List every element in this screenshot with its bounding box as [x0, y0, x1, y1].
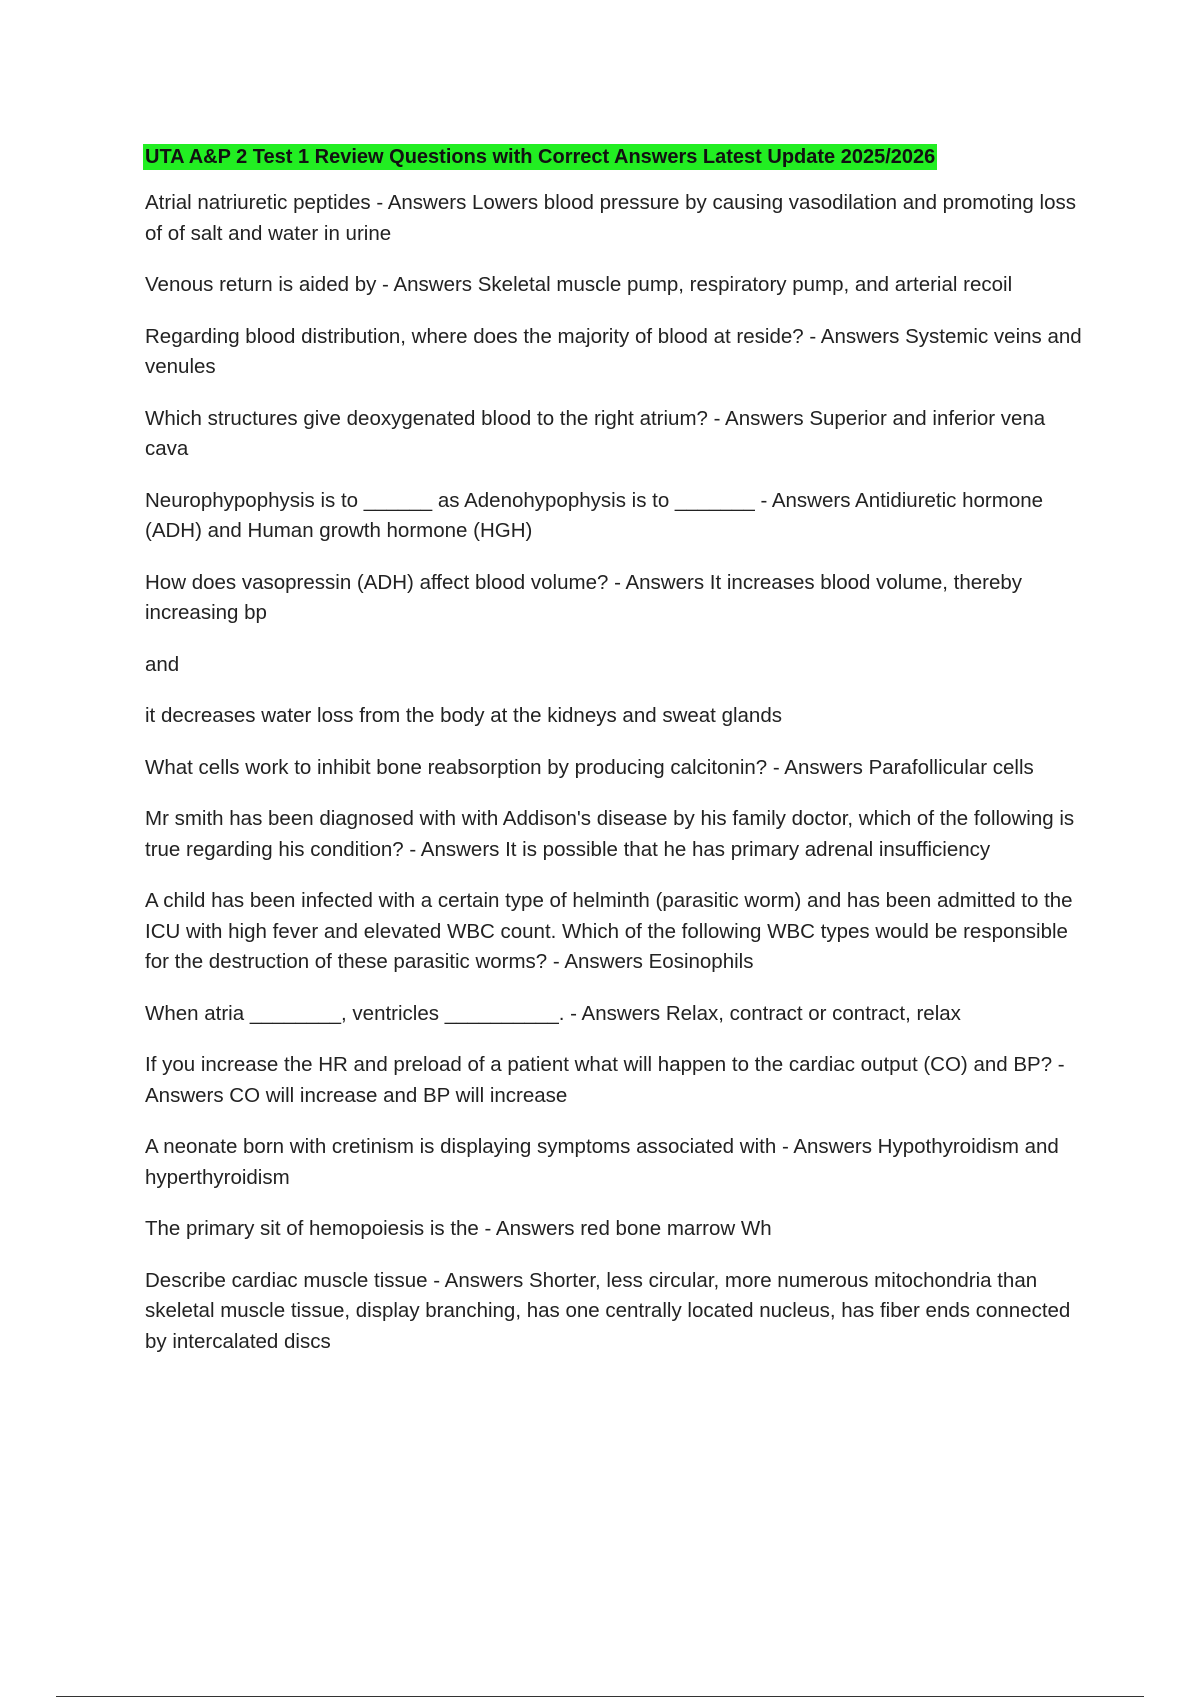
document-page — [145, 144, 1090, 1378]
footer-rule — [56, 1696, 1144, 1697]
qa-question: How does vasopressin (ADH) affect blood volume? - — [145, 571, 625, 594]
qa-answer: Answers red bone marrow Wh — [495, 1217, 772, 1240]
qa-question: If you increase the HR and preload of a patient what will happen to the cardiac output (CO) and BP? - — [145, 1053, 1065, 1076]
qa-entry — [145, 188, 1090, 249]
qa-question: Mr smith has been diagnosed with with Addison's disease by his family doctor, which of the following is true regarding his condition? - — [145, 807, 1074, 861]
qa-question: A neonate born with cretinism is displaying symptoms associated with - — [145, 1135, 793, 1158]
qa-answer: Answers Systemic veins and venules — [145, 324, 1082, 378]
qa-answer: Answers It increases blood volume, thereby increasing bp — [145, 570, 1022, 624]
qa-entry — [145, 404, 1090, 465]
qa-entry — [145, 1132, 1090, 1193]
qa-entry — [145, 486, 1090, 547]
qa-entry — [145, 753, 1090, 784]
qa-question: What cells work to inhibit bone reabsorption by producing calcitonin? - — [145, 756, 784, 779]
qa-question: Neurophypophysis is to ______ as Adenohypophysis is to _______ - — [145, 489, 772, 512]
plain-line: and — [145, 652, 180, 676]
qa-question: The primary sit of hemopoiesis is the - — [145, 1217, 496, 1240]
qa-entry — [145, 999, 1090, 1030]
qa-entry — [145, 1050, 1090, 1111]
qa-answer: Answers Relax, contract or contract, relax — [581, 1001, 961, 1025]
qa-answer: Answers Shorter, less circular, more numerous mitochondria than skeletal muscle tissue, display branching, has one centrally located nucleus, has fiber ends connected by intercalated discs — [145, 1268, 1071, 1353]
qa-question: Venous return is aided by - — [145, 273, 393, 296]
qa-answer: Answers Superior and inferior vena cava — [145, 406, 1046, 460]
qa-entry — [145, 568, 1090, 629]
qa-entry — [145, 322, 1090, 383]
qa-entry — [145, 886, 1090, 978]
qa-answer: Answers Lowers blood pressure by causing vasodilation and promoting loss of of salt and water in urine — [145, 191, 1076, 245]
qa-entry — [145, 1214, 1090, 1245]
qa-question: Which structures give deoxygenated blood to the right atrium? - — [145, 407, 725, 430]
qa-question: A child has been infected with a certain type of helminth (parasitic worm) and has been admitted to the ICU with high fever and elevated WBC count. Which of the following WBC types would be responsible for the destruction of these parasitic worms? - — [145, 889, 1073, 973]
document-title: UTA A&P 2 Test 1 Review Questions with Correct Answers Latest Update 2025/2026 — [145, 146, 936, 168]
qa-answer: Answers CO will increase and BP will increase — [145, 1083, 568, 1107]
qa-answer: Answers Hypothyroidism and hyperthyroidism — [145, 1135, 1059, 1189]
qa-answer: Answers Parafollicular cells — [784, 755, 1034, 779]
plain-line: it decreases water loss from the body at the kidneys and sweat glands — [145, 704, 782, 727]
qa-entry — [145, 1266, 1090, 1358]
qa-answer: Answers Eosinophils — [564, 950, 754, 973]
qa-answer: Answers It is possible that he has primary adrenal insufficiency — [420, 837, 991, 861]
qa-question: Describe cardiac muscle tissue - — [145, 1269, 445, 1292]
qa-answer: Answers Skeletal muscle pump, respiratory pump, and arterial recoil — [393, 273, 1013, 296]
qa-question: When atria ________, ventricles __________. - — [145, 1002, 582, 1025]
qa-entry — [145, 270, 1090, 301]
qa-answer: Answers Antidiuretic hormone (ADH) and Human growth hormone (HGH) — [145, 488, 1044, 542]
qa-question: Regarding blood distribution, where does the majority of blood at reside? - — [145, 325, 821, 348]
qa-question: Atrial natriuretic peptides - — [145, 191, 388, 214]
qa-entry — [145, 804, 1090, 865]
